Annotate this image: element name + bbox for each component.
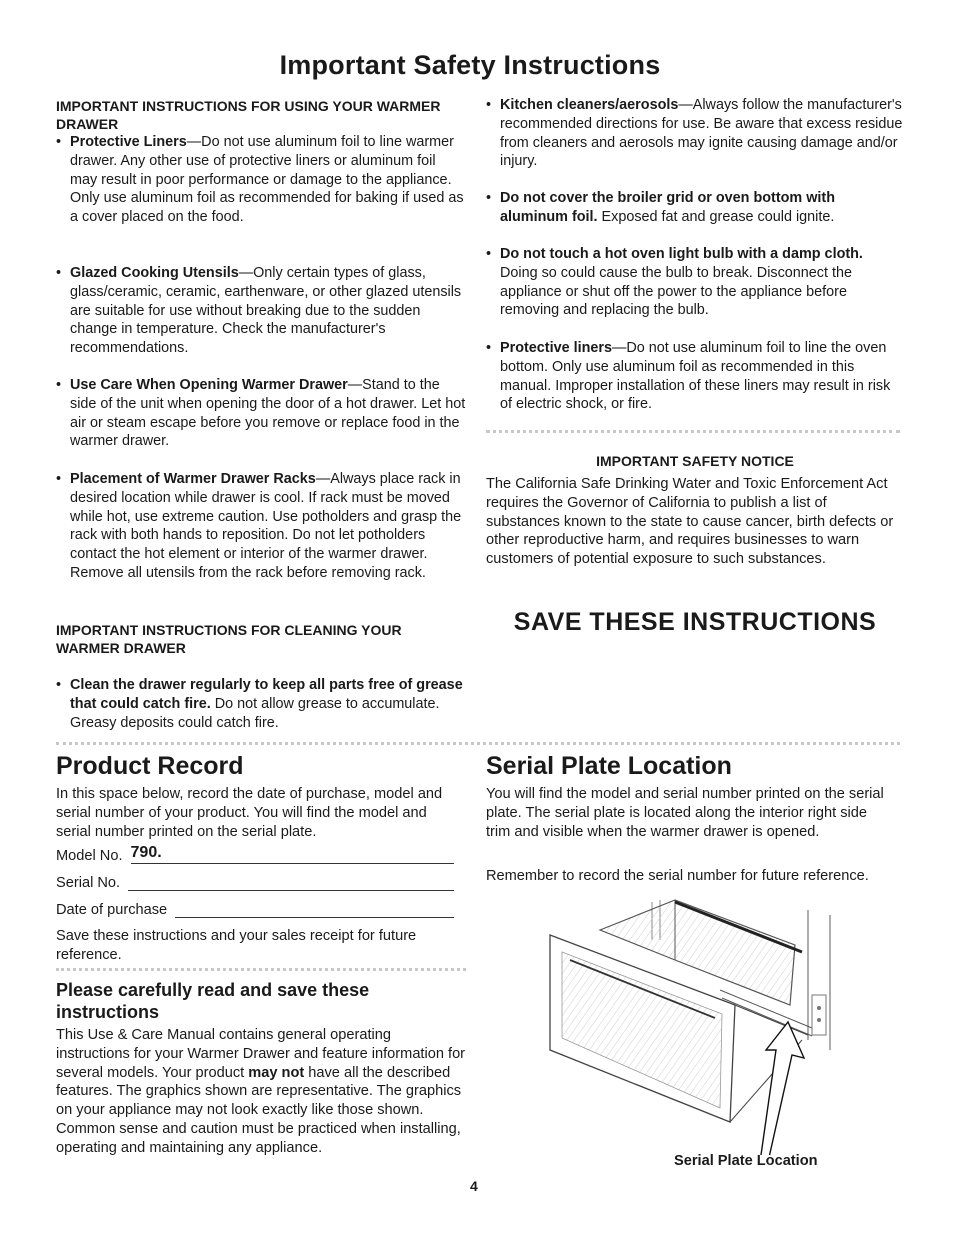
bullet-light-bulb: • Do not touch a hot oven light bulb with a damp cloth. Doing so could cause the bulb to break. Disconnect the appliance or shut off the power to the appliance before removing and replacing the bulb.	[486, 246, 863, 319]
bullet-use-care: • Use Care When Opening Warmer Drawer—Stand to the side of the unit when opening the door of a hot drawer. Let hot air or steam escape before you remove or replace food in the warmer drawer.	[56, 377, 466, 450]
serial-plate-reminder: Remember to record the serial number for future reference.	[486, 868, 869, 884]
read-save-title: Please carefully read and save these instructions	[56, 980, 370, 1022]
section-divider	[56, 742, 900, 745]
bullet-dot: •	[56, 377, 62, 393]
product-record-intro: In this space below, record the date of purchase, model and serial number of your product. You will find the model and serial number printed on the serial plate.	[56, 786, 443, 840]
page-number: 4	[470, 1178, 478, 1194]
bullet-clean-drawer: • Clean the drawer regularly to keep all parts free of grease that could catch fire. Do not allow grease to accumulate. Greasy deposits could catch fire.	[56, 677, 463, 731]
save-receipt-note: Save these instructions and your sales receipt for future reference.	[56, 928, 417, 963]
safety-notice-heading: IMPORTANT SAFETY NOTICE	[596, 453, 794, 469]
serial-line[interactable]	[128, 874, 454, 891]
bullet-broiler-grid: • Do not cover the broiler grid or oven bottom with aluminum foil. Exposed fat and grease could ignite.	[486, 190, 835, 225]
bullet-dot: •	[56, 471, 62, 487]
product-record-title: Product Record	[56, 752, 244, 780]
warmer-drawer-heading: IMPORTANT INSTRUCTIONS FOR USING YOUR WARMER DRAWER	[56, 98, 441, 132]
warmer-drawer-illustration	[540, 890, 860, 1155]
cleaning-heading: IMPORTANT INSTRUCTIONS FOR CLEANING YOUR WARMER DRAWER	[56, 622, 402, 656]
bullet-dot: •	[56, 134, 62, 150]
model-line[interactable]	[130, 844, 454, 864]
serial-label: Serial No.	[56, 875, 121, 891]
save-instructions-heading: SAVE THESE INSTRUCTIONS	[513, 608, 877, 636]
divider-small	[56, 968, 466, 971]
date-line[interactable]	[175, 901, 454, 918]
date-label: Date of purchase	[56, 902, 168, 918]
bullet-dot: •	[486, 340, 492, 356]
bullet-dot: •	[486, 190, 492, 206]
bullet-protective-liners-oven: • Protective liners—Do not use aluminum foil to line the oven bottom. Only use aluminum foil as recommended in this manual. Improper installation of these liners may result in risk of electric shock, or fire.	[486, 340, 891, 413]
bullet-kitchen-cleaners: • Kitchen cleaners/aerosols—Always follow the manufacturer's recommended directions for use. Be aware that excess residue from cleaners and aerosols may ignite causing damage and/or injury.	[486, 97, 903, 170]
page-title: Important Safety Instructions	[279, 50, 661, 80]
serial-plate-text: You will find the model and serial number printed on the serial plate. The serial plate is located along the interior right side trim and visible when the warmer drawer is opened.	[486, 786, 884, 840]
divider	[486, 430, 900, 433]
safety-notice-text: The California Safe Drinking Water and Toxic Enforcement Act requires the Governor of California to publish a list of substances known to the state to cause cancer, birth defects or other reproductive harm, and requires businesses to warn customers of potential exposure to such substances.	[486, 476, 894, 568]
serial-plate-title: Serial Plate Location	[486, 752, 732, 780]
bullet-dot: •	[486, 246, 492, 262]
bullet-racks: • Placement of Warmer Drawer Racks—Always place rack in desired location while drawer is cool. If rack must be moved while hot, use extreme caution. Use potholders and grasp the rack with both hands to reposition. Do not let potholders contact the hot element or interior of the warmer drawer. Remove all utensils from the rack before removing rack.	[56, 471, 462, 581]
bullet-glazed-utensils: • Glazed Cooking Utensils—Only certain types of glass, glass/ceramic, ceramic, earthenware, or other glazed utensils are suitable for use without breaking due to the sudden change in temperature. Check the manufacturer's recommendations.	[56, 265, 462, 357]
serial-plate-caption: Serial Plate Location	[674, 1153, 818, 1169]
serial-number-field[interactable]	[56, 874, 454, 891]
bullet-dot: •	[56, 265, 62, 281]
bullet-dot: •	[56, 677, 62, 693]
bullet-protective-liners: • Protective Liners—Do not use aluminum foil to line warmer drawer. Any other use of protective liners or aluminum foil may result in poor performance or damage to the appliance. Only use aluminum foil as recommended for baking if used as a cover placed on the food.	[56, 134, 464, 226]
model-number-field[interactable]	[56, 844, 454, 864]
read-save-text: This Use & Care Manual contains general operating instructions for your Warmer Drawer and feature information for several models. Your product may not have all the described features. The graphics shown are representative. The graphics on your appliance may not look exactly like those shown. Common sense and caution must be practiced when installing, operating and maintaining any appliance.	[56, 1027, 466, 1156]
model-label: Model No.	[56, 848, 123, 864]
bullet-dot: •	[486, 97, 492, 113]
model-value: 790.	[130, 844, 162, 861]
date-of-purchase-field[interactable]	[56, 901, 454, 918]
